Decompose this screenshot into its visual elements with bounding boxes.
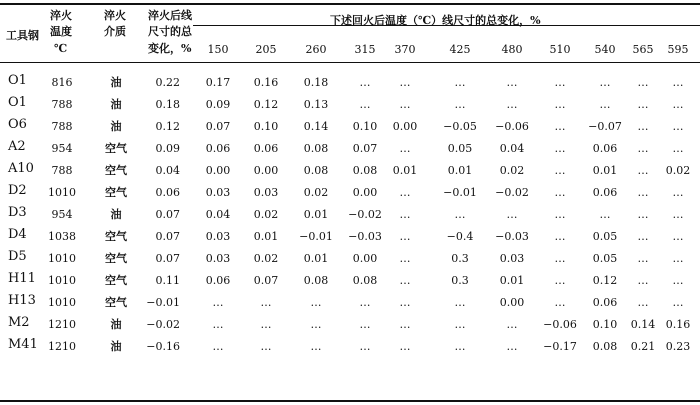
table-row — [0, 94, 700, 116]
top-rule — [0, 3, 700, 5]
cell-tempering-value: 0.05 — [592, 252, 618, 265]
cell-quench-temp: 1010 — [48, 252, 76, 265]
cell-steel: H13 — [8, 293, 36, 308]
cell-after-quench: −0.16 — [146, 340, 180, 353]
cell-tempering-value: 0.07 — [253, 274, 279, 287]
cell-tempering-value: −0.07 — [588, 120, 622, 133]
cell-tempering-value: 0.00 — [253, 164, 279, 177]
table-row — [0, 314, 700, 336]
cell-tempering-value: … — [454, 208, 466, 221]
cell-quench-medium: 空气 — [105, 230, 127, 243]
cell-steel: M2 — [8, 315, 30, 330]
cell-tempering-value: … — [454, 76, 466, 89]
header-after-quench-2: 尺寸的总 — [148, 25, 192, 38]
cell-tempering-value: … — [554, 230, 566, 243]
cell-tempering-value: −0.06 — [495, 120, 529, 133]
cell-tempering-value: … — [399, 252, 411, 265]
cell-after-quench: −0.02 — [146, 318, 180, 331]
tempering-temp-header: 370 — [394, 43, 416, 56]
cell-tempering-value: … — [399, 230, 411, 243]
header-quench-medium-2: 介质 — [104, 25, 126, 38]
cell-tempering-value: 0.14 — [630, 318, 656, 331]
cell-tempering-value: … — [260, 296, 272, 309]
cell-tempering-value: … — [359, 296, 371, 309]
cell-quench-temp: 816 — [51, 76, 73, 89]
cell-steel: A2 — [8, 139, 26, 154]
cell-tempering-value: … — [672, 186, 684, 199]
cell-tempering-value: −0.05 — [443, 120, 477, 133]
cell-tempering-value: −0.4 — [446, 230, 474, 243]
cell-tempering-value: −0.17 — [543, 340, 577, 353]
cell-tempering-value: … — [637, 274, 649, 287]
cell-tempering-value: 0.16 — [253, 76, 279, 89]
cell-tempering-value: … — [554, 120, 566, 133]
cell-tempering-value: … — [672, 274, 684, 287]
cell-tempering-value: 0.12 — [592, 274, 618, 287]
cell-tempering-value: … — [672, 208, 684, 221]
cell-tempering-value: … — [599, 208, 611, 221]
cell-quench-medium: 油 — [110, 340, 122, 353]
tempering-temp-header: 315 — [354, 43, 376, 56]
header-quench-temp-3: ℃ — [54, 42, 68, 55]
cell-tempering-value: 0.00 — [499, 296, 525, 309]
tempering-temp-header: 565 — [632, 43, 654, 56]
cell-tempering-value: … — [454, 296, 466, 309]
cell-after-quench: 0.22 — [155, 76, 180, 89]
cell-tempering-value: 0.21 — [630, 340, 656, 353]
cell-quench-medium: 空气 — [105, 296, 127, 309]
cell-tempering-value: −0.03 — [348, 230, 382, 243]
cell-tempering-value: 0.00 — [392, 120, 418, 133]
cell-tempering-value: … — [454, 318, 466, 331]
cell-after-quench: 0.07 — [155, 252, 180, 265]
table-row — [0, 160, 700, 182]
cell-after-quench: 0.06 — [155, 186, 180, 199]
cell-tempering-value: 0.08 — [303, 274, 329, 287]
cell-quench-temp: 788 — [51, 164, 73, 177]
cell-steel: O1 — [8, 95, 27, 110]
cell-quench-temp: 1038 — [48, 230, 76, 243]
table-row — [0, 270, 700, 292]
cell-tempering-value: 0.10 — [352, 120, 378, 133]
cell-after-quench: 0.07 — [155, 230, 180, 243]
cell-tempering-value: … — [212, 318, 224, 331]
cell-tempering-value: 0.02 — [665, 164, 691, 177]
cell-tempering-value: 0.06 — [592, 186, 618, 199]
cell-tempering-value: … — [554, 296, 566, 309]
cell-tempering-value: 0.09 — [205, 98, 231, 111]
cell-tempering-value: 0.08 — [303, 164, 329, 177]
cell-after-quench: 0.04 — [155, 164, 180, 177]
cell-steel: D3 — [8, 205, 27, 220]
header-after-quench-3: 变化，% — [148, 42, 192, 55]
cell-tempering-value: … — [310, 318, 322, 331]
cell-after-quench: 0.12 — [155, 120, 180, 133]
cell-quench-medium: 空气 — [105, 186, 127, 199]
cell-tempering-value: … — [672, 120, 684, 133]
cell-tempering-value: … — [554, 186, 566, 199]
cell-tempering-value: 0.23 — [665, 340, 691, 353]
cell-after-quench: 0.11 — [155, 274, 180, 287]
cell-quench-temp: 1210 — [48, 318, 76, 331]
cell-tempering-value: … — [506, 208, 518, 221]
cell-tempering-value: 0.01 — [303, 208, 329, 221]
cell-tempering-value: … — [599, 98, 611, 111]
cell-tempering-value: 0.12 — [253, 98, 279, 111]
cell-tempering-value: … — [359, 340, 371, 353]
table-row — [0, 336, 700, 358]
cell-tempering-value: … — [212, 340, 224, 353]
cell-tempering-value: … — [359, 76, 371, 89]
cell-tempering-value: … — [399, 296, 411, 309]
cell-tempering-value: … — [637, 164, 649, 177]
cell-steel: A10 — [8, 161, 34, 176]
cell-tempering-value: 0.08 — [352, 164, 378, 177]
cell-tempering-value: … — [672, 142, 684, 155]
cell-after-quench: 0.18 — [155, 98, 180, 111]
cell-tempering-value: … — [399, 318, 411, 331]
cell-tempering-value: … — [399, 98, 411, 111]
tempering-temp-header: 480 — [501, 43, 523, 56]
table-row — [0, 138, 700, 160]
cell-steel: D5 — [8, 249, 27, 264]
cell-tempering-value: 0.03 — [205, 252, 231, 265]
tempering-temp-header: 425 — [449, 43, 471, 56]
cell-tempering-value: 0.08 — [592, 340, 618, 353]
cell-tempering-value: … — [212, 296, 224, 309]
table-row — [0, 226, 700, 248]
cell-quench-medium: 空气 — [105, 164, 127, 177]
cell-tempering-value: −0.02 — [495, 186, 529, 199]
cell-after-quench: −0.01 — [146, 296, 180, 309]
cell-tempering-value: 0.3 — [451, 252, 469, 265]
header-quench-temp-2: 温度 — [50, 25, 72, 38]
header-after-quench-1: 淬火后线 — [148, 9, 192, 22]
tempering-temp-header: 510 — [549, 43, 571, 56]
tempering-temp-header: 595 — [667, 43, 689, 56]
cell-tempering-value: −0.02 — [348, 208, 382, 221]
table-row — [0, 72, 700, 94]
cell-tempering-value: −0.06 — [543, 318, 577, 331]
cell-quench-medium: 空气 — [105, 274, 127, 287]
cell-quench-temp: 954 — [51, 208, 73, 221]
cell-tempering-value: 0.02 — [303, 186, 329, 199]
cell-tempering-value: 0.17 — [205, 76, 231, 89]
cell-tempering-value: … — [359, 318, 371, 331]
cell-tempering-value: … — [554, 252, 566, 265]
cell-steel: O6 — [8, 117, 27, 132]
tempering-temp-header: 150 — [207, 43, 229, 56]
cell-tempering-value: 0.03 — [253, 186, 279, 199]
header-tempering-group: 下述回火后温度（℃）线尺寸的总变化，% — [330, 14, 541, 27]
cell-tempering-value: 0.01 — [499, 274, 525, 287]
cell-tempering-value: … — [599, 76, 611, 89]
cell-tempering-value: 0.03 — [499, 252, 525, 265]
cell-tempering-value: 0.01 — [592, 164, 618, 177]
cell-steel: O1 — [8, 73, 27, 88]
cell-tempering-value: 0.14 — [303, 120, 329, 133]
cell-tempering-value: −0.03 — [495, 230, 529, 243]
cell-tempering-value: … — [637, 98, 649, 111]
cell-tempering-value: … — [399, 186, 411, 199]
header-steel: 工具钢 — [6, 29, 39, 42]
cell-tempering-value: … — [399, 340, 411, 353]
tempering-temp-header: 260 — [305, 43, 327, 56]
cell-tempering-value: … — [637, 208, 649, 221]
cell-tempering-value: 0.06 — [205, 274, 231, 287]
header-quench-temp-1: 淬火 — [50, 9, 72, 22]
cell-steel: D2 — [8, 183, 27, 198]
cell-tempering-value: … — [260, 340, 272, 353]
cell-tempering-value: 0.00 — [352, 252, 378, 265]
cell-steel: D4 — [8, 227, 27, 242]
cell-quench-medium: 油 — [110, 98, 122, 111]
table-row — [0, 292, 700, 314]
cell-tempering-value: 0.07 — [352, 142, 378, 155]
cell-tempering-value: −0.01 — [443, 186, 477, 199]
cell-after-quench: 0.07 — [155, 208, 180, 221]
cell-quench-medium: 空气 — [105, 252, 127, 265]
cell-tempering-value: … — [506, 318, 518, 331]
cell-tempering-value: … — [399, 208, 411, 221]
cell-tempering-value: 0.06 — [592, 296, 618, 309]
cell-quench-temp: 788 — [51, 98, 73, 111]
cell-tempering-value: … — [399, 274, 411, 287]
cell-quench-medium: 油 — [110, 76, 122, 89]
cell-tempering-value: … — [637, 142, 649, 155]
cell-tempering-value: 0.10 — [592, 318, 618, 331]
cell-quench-temp: 1010 — [48, 274, 76, 287]
cell-tempering-value: 0.03 — [205, 186, 231, 199]
cell-quench-medium: 油 — [110, 120, 122, 133]
cell-tempering-value: … — [310, 296, 322, 309]
table-row — [0, 182, 700, 204]
cell-tempering-value: 0.08 — [303, 142, 329, 155]
cell-tempering-value: … — [637, 120, 649, 133]
cell-steel: H11 — [8, 271, 36, 286]
cell-tempering-value: 0.06 — [205, 142, 231, 155]
cell-tempering-value: … — [637, 252, 649, 265]
cell-quench-medium: 油 — [110, 208, 122, 221]
header-quench-medium-1: 淬火 — [104, 9, 126, 22]
cell-quench-temp: 788 — [51, 120, 73, 133]
cell-tempering-value: … — [672, 76, 684, 89]
cell-tempering-value: … — [672, 230, 684, 243]
cell-quench-temp: 1010 — [48, 296, 76, 309]
cell-tempering-value: −0.01 — [299, 230, 333, 243]
cell-tempering-value: 0.04 — [205, 208, 231, 221]
cell-tempering-value: 0.02 — [499, 164, 525, 177]
cell-tempering-value: … — [310, 340, 322, 353]
bottom-rule — [0, 400, 700, 402]
cell-tempering-value: 0.07 — [205, 120, 231, 133]
tempering-temp-header: 540 — [594, 43, 616, 56]
cell-after-quench: 0.09 — [155, 142, 180, 155]
cell-tempering-value: … — [454, 98, 466, 111]
table-row — [0, 116, 700, 138]
cell-quench-medium: 油 — [110, 318, 122, 331]
cell-tempering-value: … — [506, 98, 518, 111]
cell-tempering-value: … — [554, 98, 566, 111]
cell-tempering-value: 0.06 — [592, 142, 618, 155]
cell-tempering-value: … — [554, 208, 566, 221]
cell-tempering-value: 0.05 — [447, 142, 473, 155]
cell-tempering-value: 0.13 — [303, 98, 329, 111]
cell-tempering-value: … — [637, 296, 649, 309]
cell-tempering-value: 0.08 — [352, 274, 378, 287]
header-rule — [0, 62, 700, 63]
cell-tempering-value: … — [554, 164, 566, 177]
cell-tempering-value: … — [554, 142, 566, 155]
cell-tempering-value: 0.01 — [447, 164, 473, 177]
cell-tempering-value: 0.04 — [499, 142, 525, 155]
cell-tempering-value: … — [399, 76, 411, 89]
cell-tempering-value: … — [399, 142, 411, 155]
cell-tempering-value: … — [672, 296, 684, 309]
cell-tempering-value: 0.10 — [253, 120, 279, 133]
cell-tempering-value: … — [554, 274, 566, 287]
cell-tempering-value: 0.03 — [205, 230, 231, 243]
cell-tempering-value: 0.16 — [665, 318, 691, 331]
cell-tempering-value: … — [637, 230, 649, 243]
cell-tempering-value: 0.02 — [253, 208, 279, 221]
cell-quench-medium: 空气 — [105, 142, 127, 155]
cell-tempering-value: 0.02 — [253, 252, 279, 265]
table-row — [0, 204, 700, 226]
cell-steel: M41 — [8, 337, 38, 352]
table-row — [0, 248, 700, 270]
cell-tempering-value: 0.01 — [303, 252, 329, 265]
cell-tempering-value: … — [359, 98, 371, 111]
cell-quench-temp: 954 — [51, 142, 73, 155]
cell-tempering-value: … — [506, 76, 518, 89]
cell-tempering-value: … — [637, 76, 649, 89]
cell-tempering-value: … — [672, 98, 684, 111]
cell-tempering-value: 0.18 — [303, 76, 329, 89]
cell-tempering-value: … — [506, 340, 518, 353]
cell-quench-temp: 1210 — [48, 340, 76, 353]
cell-tempering-value: 0.00 — [205, 164, 231, 177]
cell-tempering-value: … — [637, 186, 649, 199]
cell-tempering-value: … — [454, 340, 466, 353]
cell-tempering-value: 0.3 — [451, 274, 469, 287]
cell-quench-temp: 1010 — [48, 186, 76, 199]
cell-tempering-value: … — [260, 318, 272, 331]
cell-tempering-value: 0.05 — [592, 230, 618, 243]
cell-tempering-value: 0.00 — [352, 186, 378, 199]
cell-tempering-value: 0.01 — [253, 230, 279, 243]
cell-tempering-value: 0.06 — [253, 142, 279, 155]
tempering-temp-header: 205 — [255, 43, 277, 56]
cell-tempering-value: … — [554, 76, 566, 89]
cell-tempering-value: … — [672, 252, 684, 265]
cell-tempering-value: 0.01 — [392, 164, 418, 177]
